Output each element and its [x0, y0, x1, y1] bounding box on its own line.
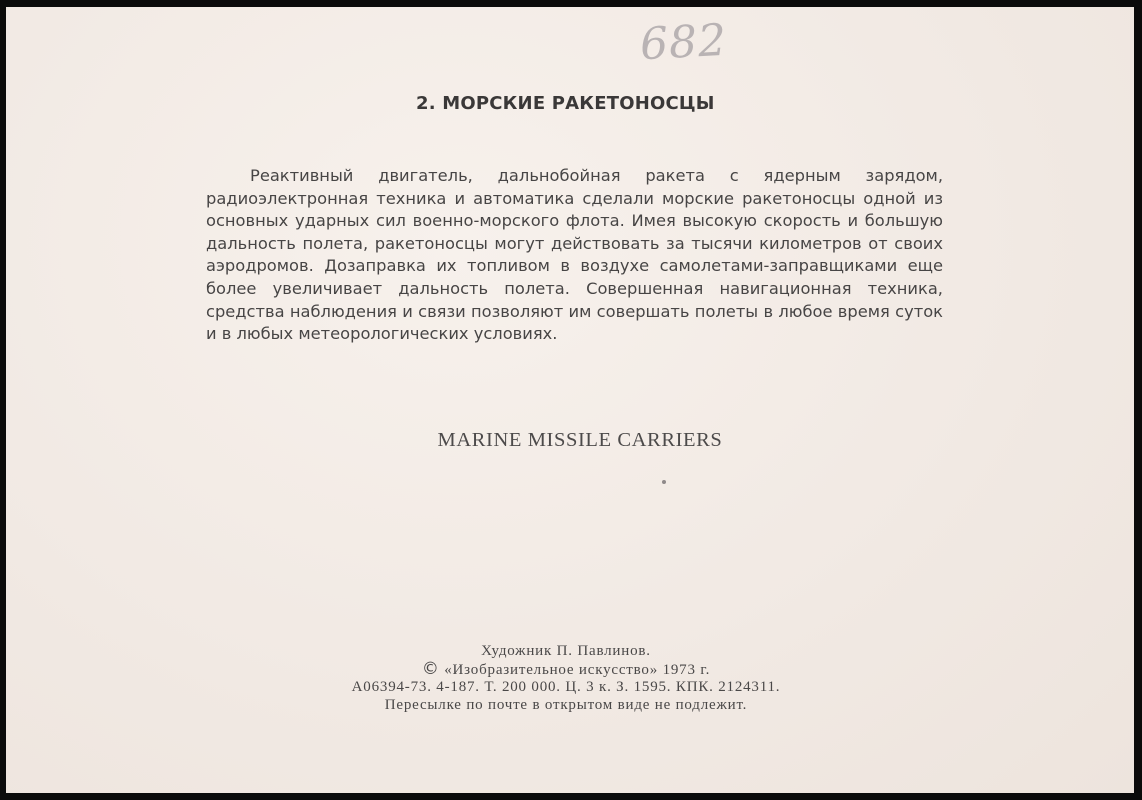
paper-speck: [662, 480, 666, 484]
english-title: MARINE MISSILE CARRIERS: [437, 429, 723, 451]
card-title: 2. МОРСКИЕ РАКЕТОНОСЦЫ: [416, 93, 715, 114]
copyright-icon: ©: [421, 658, 440, 679]
postcard-back: [6, 7, 1134, 793]
print-codes: А06394-73. 4-187. Т. 200 000. Ц. 3 к. З. 1595. КПК. 2124311.: [351, 679, 781, 695]
postal-notice: Пересылке по почте в открытом виде не подлежит.: [384, 696, 748, 713]
publisher-name: «Изобразительное искусство» 1973 г.: [444, 661, 711, 678]
description-paragraph: Реактивный двигатель, дальнобойная ракета с ядерным зарядом, радиоэлектронная техника и автоматика сделали морские ракетоносцы одной из основных ударных сил военно-морского флота. Имея высокую скорость и большую дальность полета, ракетоносцы могут действовать за тысячи километров от своих аэродромов. Дозаправка их топливом в воздухе самолетами-заправщиками еще более увеличивает дальность полета. Совершенная навигационная техника, средства наблюдения и связи позволяют им совершать полеты в любое время суток и в любых метеорологических условиях.: [206, 166, 943, 344]
handwritten-number: 682: [638, 14, 729, 71]
publisher-imprint: [266, 643, 866, 714]
copyright-line: [266, 658, 866, 680]
artist-credit: Художник П. Павлинов.: [481, 643, 651, 659]
